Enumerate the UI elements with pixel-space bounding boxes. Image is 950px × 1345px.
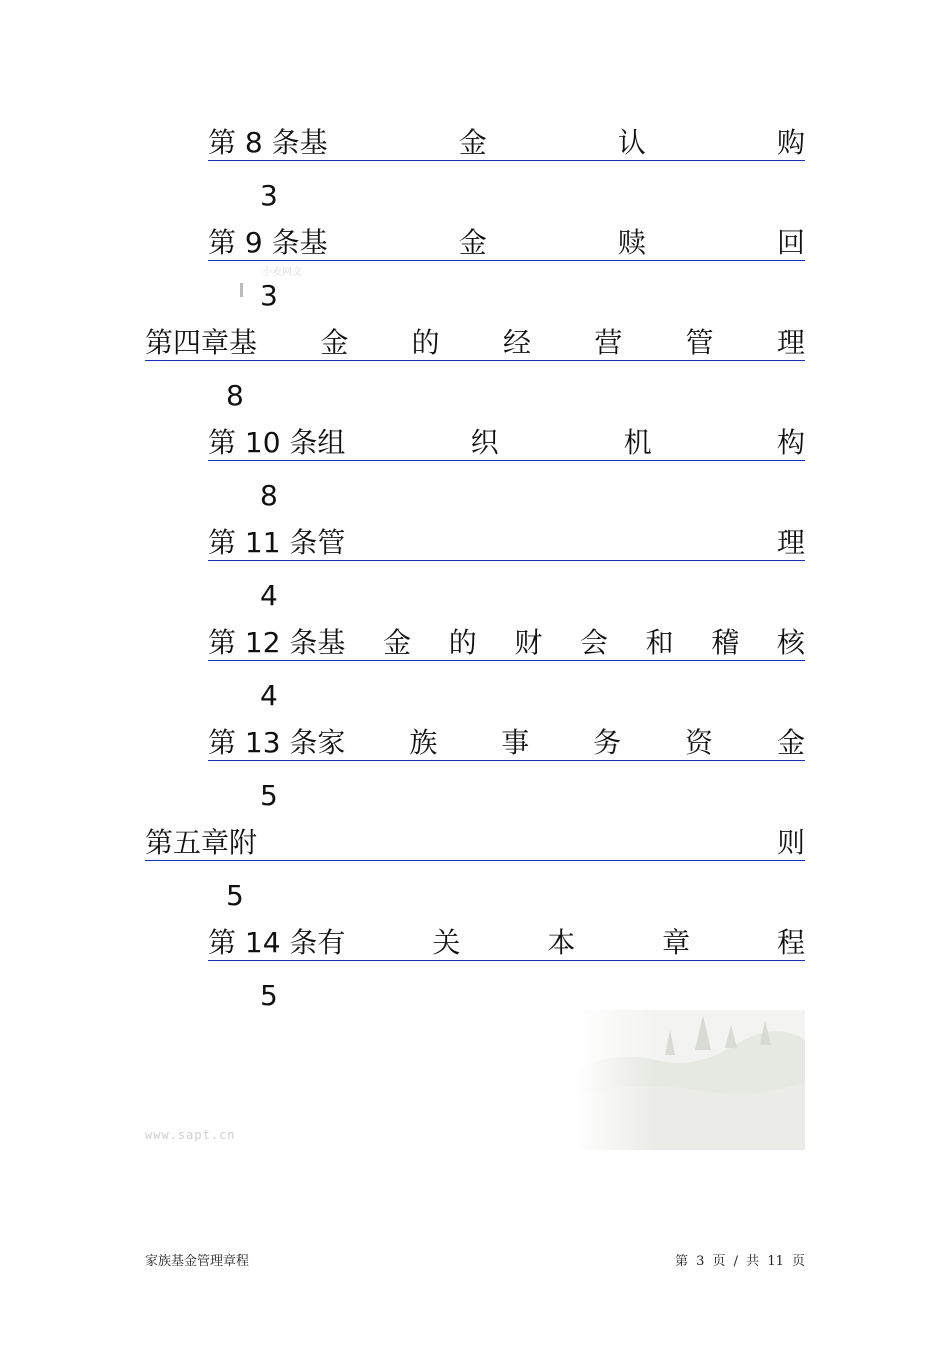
landscape-watermark-image — [575, 1010, 805, 1150]
link-underline — [208, 460, 805, 462]
toc-entry-text: 第 9 条基 — [208, 226, 328, 259]
toc-entry-text: 购 — [776, 126, 805, 159]
toc-entry-text: 认 — [617, 126, 646, 159]
toc-entry-text: 营 — [594, 326, 623, 359]
toc-entry-text: 和 — [645, 626, 674, 659]
link-underline — [208, 160, 303, 162]
toc-page-number: 8 — [226, 379, 244, 412]
toc-entry-article-12[interactable] — [208, 625, 805, 661]
toc-page-number: 3 — [260, 279, 278, 312]
toc-entry-text: 第 11 条管 — [208, 526, 346, 559]
toc-entry-text: 族 — [409, 726, 438, 759]
faint-mark — [240, 283, 243, 297]
faint-watermark-text: 小麦网文 — [262, 267, 302, 278]
toc-entry-chapter-4[interactable] — [145, 325, 805, 361]
toc-entry-text: 管 — [685, 326, 714, 359]
toc-entry-text: 会 — [579, 626, 608, 659]
toc-page-number: 4 — [260, 579, 278, 612]
footer-page-indicator: 第 3 页 / 共 11 页 — [675, 1254, 805, 1269]
toc-entry-article-10[interactable] — [208, 425, 805, 461]
toc-entry-text: 的 — [448, 626, 477, 659]
watermark-url: www.sapt.cn — [145, 1128, 236, 1142]
toc-entry-text: 第 14 条有 — [208, 926, 346, 959]
toc-entry-article-11[interactable] — [208, 525, 805, 561]
toc-entry-text: 本 — [547, 926, 576, 959]
toc-entry-text: 则 — [776, 826, 805, 859]
toc-entry-text: 理 — [776, 526, 805, 559]
toc-entry-text: 金 — [383, 626, 412, 659]
toc-page-number: 8 — [260, 479, 278, 512]
toc-entry-text: 的 — [411, 326, 440, 359]
toc-entry-text: 稽 — [711, 626, 740, 659]
toc-entry-text: 第四章基 — [145, 326, 258, 359]
link-underline — [303, 160, 805, 162]
link-underline — [208, 960, 805, 962]
toc-entry-text: 织 — [470, 426, 499, 459]
toc-entry-text: 资 — [685, 726, 714, 759]
toc-entry-text: 机 — [623, 426, 652, 459]
toc-entry-text: 金 — [776, 726, 805, 759]
toc-page-number: 5 — [226, 879, 244, 912]
toc-entry-text: 程 — [776, 926, 805, 959]
toc-entry-article-8[interactable] — [208, 125, 805, 161]
toc-page-number: 4 — [260, 679, 278, 712]
link-underline — [208, 660, 805, 662]
toc-entry-article-9[interactable] — [208, 225, 805, 261]
link-underline — [208, 760, 805, 762]
toc-entry-text: 第 10 条组 — [208, 426, 346, 459]
toc-entry-text: 关 — [432, 926, 461, 959]
toc-entry-text: 赎 — [617, 226, 646, 259]
toc-entry-text: 第 13 条家 — [208, 726, 346, 759]
link-underline — [145, 860, 805, 862]
toc-entry-text: 理 — [776, 326, 805, 359]
toc-entry-text: 事 — [501, 726, 530, 759]
toc-entry-article-13[interactable] — [208, 725, 805, 761]
toc-entry-text: 务 — [593, 726, 622, 759]
toc-page-number: 3 — [260, 179, 278, 212]
toc-entry-text: 章 — [662, 926, 691, 959]
toc-entry-text: 经 — [502, 326, 531, 359]
toc-entry-text: 金 — [458, 126, 487, 159]
toc-entry-text: 第 12 条基 — [208, 626, 346, 659]
toc-entry-text: 构 — [776, 426, 805, 459]
toc-entry-article-14[interactable] — [208, 925, 805, 961]
toc-entry-text: 金 — [458, 226, 487, 259]
toc-entry-text: 第 8 条基 — [208, 126, 328, 159]
toc-entry-text: 回 — [776, 226, 805, 259]
link-underline — [208, 560, 805, 562]
toc-entry-chapter-5[interactable] — [145, 825, 805, 861]
toc-entry-text: 第五章附 — [145, 826, 258, 859]
toc-entry-text: 核 — [776, 626, 805, 659]
footer-document-title: 家族基金管理章程 — [145, 1254, 250, 1269]
toc-entry-text: 财 — [514, 626, 543, 659]
toc-page-number: 5 — [260, 779, 278, 812]
link-underline — [145, 360, 805, 362]
toc-page-number: 5 — [260, 979, 278, 1012]
toc-entry-text: 金 — [320, 326, 349, 359]
link-underline — [208, 260, 805, 262]
